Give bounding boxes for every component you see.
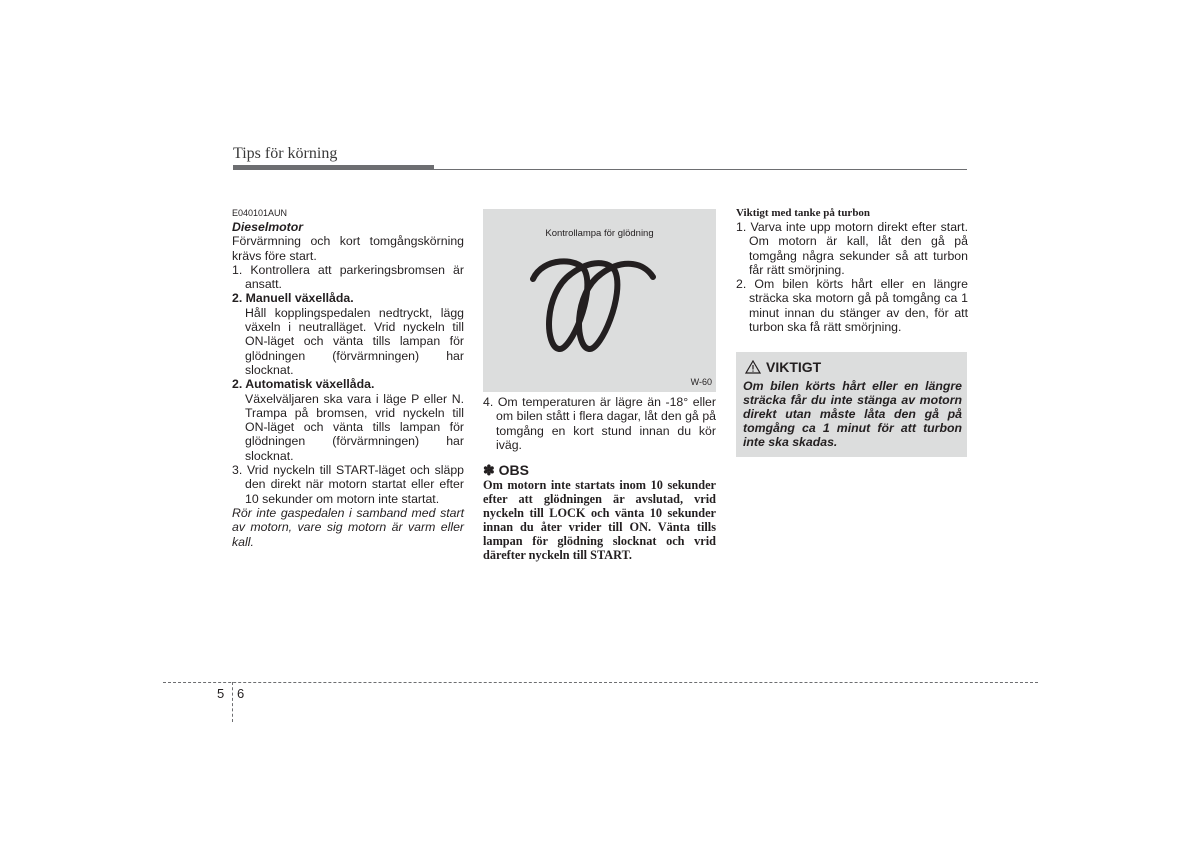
glow-lamp-figure — [483, 209, 716, 392]
step-2-manual-text: Håll kopplingspedalen nedtryckt, lägg växeln i neutralläget. Vrid nyckeln till ON-läget och vänta tills lampan för glödningen (förvärmningen) har slocknat. — [245, 305, 464, 377]
turbo-step-1: 1. Varva inte upp motorn direkt efter start. Om motorn är kall, låt den gå på tomgång några sekunder så att turbon får rätt smörjning. — [736, 220, 968, 277]
italic-note: Rör inte gaspedalen i samband med start av motorn, vare sig motorn är varm eller kall. — [232, 505, 464, 549]
glow-plug-coil-icon — [523, 249, 673, 359]
page-header-title: Tips för körning — [233, 145, 338, 162]
section-code: E040101AUN — [232, 208, 288, 218]
warning-body: Om bilen körts hårt eller en längre sträcka får du inte stänga av motorn direkt utan måste låta den gå på tomgång ca 1 minut för att turbon inte ska skadas. — [743, 379, 962, 449]
warning-triangle-icon — [745, 360, 761, 374]
obs-heading: ✽ OBS — [483, 462, 529, 479]
warning-heading — [745, 359, 821, 375]
figure-code: W-60 — [690, 377, 712, 387]
footer-rule — [163, 682, 1038, 683]
obs-body: Om motorn inte startats inom 10 sekunder efter att glödningen är avslutad, vrid nyckeln till LOCK och vänta 10 sekunder innan du åter vrider till ON. Vänta tills lampan för glödning slocknat och vrid därefter nyckeln till START. — [483, 478, 716, 563]
step-2-automatic-text: Växelväljaren ska vara i läge P eller N. Trampa på bromsen, vrid nyckeln till ON-läget och vänta tills lampan för glödningen (förvärmningen) har slocknat. — [245, 391, 464, 463]
step-2-manual-label: 2. Manuell växellåda. — [232, 291, 354, 306]
step-2-automatic-label: 2. Automatisk växellåda. — [232, 377, 375, 392]
figure-caption: Kontrollampa för glödning — [545, 228, 654, 239]
warning-title: VIKTIGT — [766, 359, 822, 375]
column-middle — [483, 395, 716, 562]
page-section-number: 5 — [217, 686, 225, 701]
header-rule-thin — [434, 169, 967, 170]
turbo-step-2: 2. Om bilen körts hårt eller en längre sträcka ska motorn gå på tomgång ca 1 minut innan du stänger av den, för att turbon ska få rätt smörjning. — [736, 277, 968, 335]
turbo-heading: Viktigt med tanke på turbon — [736, 207, 871, 219]
column-right — [736, 206, 968, 334]
step-3: 3. Vrid nyckeln till START-läget och släpp den direkt när motorn startat eller efter 10 sekunder om motorn inte startat. — [232, 463, 464, 506]
section-subheading: Dieselmotor — [232, 220, 304, 234]
column-left — [232, 207, 464, 549]
page-number: 6 — [237, 686, 245, 701]
intro-paragraph: Förvärmning och kort tomgångskörning krävs före start. — [232, 234, 464, 263]
warning-box — [736, 352, 967, 457]
step-1: 1. Kontrollera att parkeringsbromsen är ansatt. — [232, 262, 464, 292]
header-rule-thick — [233, 165, 434, 170]
footer-divider — [232, 682, 233, 722]
step-4: 4. Om temperaturen är lägre än -18° eller om bilen stått i flera dagar, låt den gå på tomgång en kort stund innan du kör iväg. — [483, 395, 716, 452]
